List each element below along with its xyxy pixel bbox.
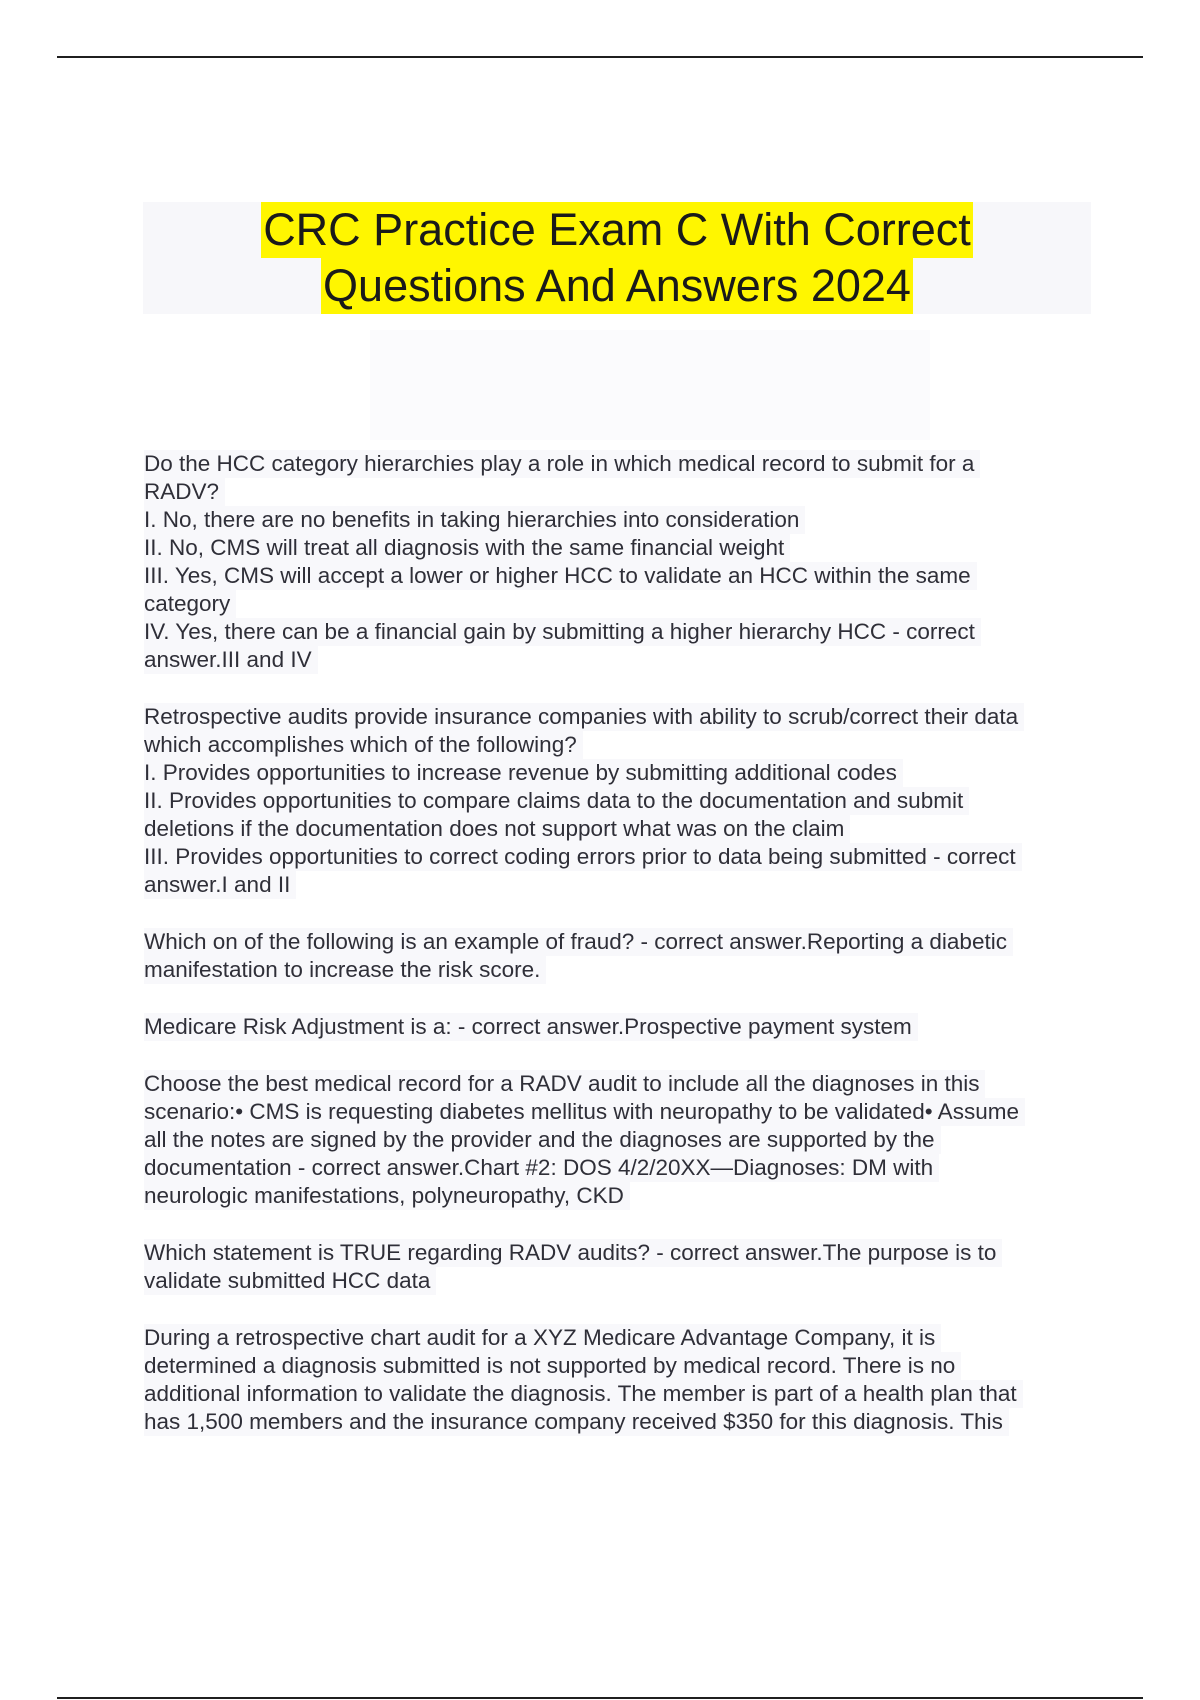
qa-line: I. No, there are no benefits in taking hierarchies into consideration bbox=[144, 506, 805, 534]
top-rule bbox=[57, 56, 1143, 58]
qa-line: deletions if the documentation does not support what was on the claim bbox=[144, 815, 850, 843]
qa-item bbox=[144, 703, 1084, 899]
qa-item bbox=[144, 1070, 1084, 1210]
title-line-1: CRC Practice Exam C With Correct bbox=[261, 202, 973, 258]
qa-line: IV. Yes, there can be a financial gain by submitting a higher hierarchy HCC - correct bbox=[144, 618, 981, 646]
qa-line: answer.III and IV bbox=[144, 646, 318, 674]
qa-line: all the notes are signed by the provider and the diagnoses are supported by the bbox=[144, 1126, 941, 1154]
qa-line: III. Provides opportunities to correct coding errors prior to data being submitted - correct bbox=[144, 843, 1022, 871]
qa-item bbox=[144, 450, 1084, 674]
qa-item bbox=[144, 1324, 1084, 1436]
qa-line: II. No, CMS will treat all diagnosis with the same financial weight bbox=[144, 534, 790, 562]
qa-line: answer.I and II bbox=[144, 871, 296, 899]
qa-line: which accomplishes which of the following? bbox=[144, 731, 583, 759]
qa-line: Which statement is TRUE regarding RADV audits? - correct answer.The purpose is to bbox=[144, 1239, 1002, 1267]
qa-line: I. Provides opportunities to increase revenue by submitting additional codes bbox=[144, 759, 903, 787]
qa-line: During a retrospective chart audit for a XYZ Medicare Advantage Company, it is bbox=[144, 1324, 941, 1352]
qa-line: category bbox=[144, 590, 236, 618]
qa-line: Do the HCC category hierarchies play a role in which medical record to submit for a bbox=[144, 450, 980, 478]
title-box bbox=[143, 202, 1091, 314]
qa-line: validate submitted HCC data bbox=[144, 1267, 436, 1295]
qa-line: manifestation to increase the risk score. bbox=[144, 956, 546, 984]
qa-item bbox=[144, 1013, 1084, 1041]
qa-line: Which on of the following is an example of fraud? - correct answer.Reporting a diabetic bbox=[144, 928, 1013, 956]
qa-line: documentation - correct answer.Chart #2: DOS 4/2/20XX—Diagnoses: DM with bbox=[144, 1154, 939, 1182]
qa-line: III. Yes, CMS will accept a lower or higher HCC to validate an HCC within the same bbox=[144, 562, 977, 590]
qa-item bbox=[144, 1239, 1084, 1295]
qa-line: Medicare Risk Adjustment is a: - correct answer.Prospective payment system bbox=[144, 1013, 918, 1041]
qa-content bbox=[144, 450, 1084, 1465]
title-line-2: Questions And Answers 2024 bbox=[321, 258, 913, 314]
qa-line: scenario:• CMS is requesting diabetes mellitus with neuropathy to be validated• Assume bbox=[144, 1098, 1025, 1126]
qa-line: Choose the best medical record for a RADV audit to include all the diagnoses in this bbox=[144, 1070, 985, 1098]
qa-line: additional information to validate the diagnosis. The member is part of a health plan that bbox=[144, 1380, 1023, 1408]
qa-line: Retrospective audits provide insurance companies with ability to scrub/correct their data bbox=[144, 703, 1024, 731]
qa-line: RADV? bbox=[144, 478, 225, 506]
qa-line: has 1,500 members and the insurance company received $350 for this diagnosis. This bbox=[144, 1408, 1009, 1436]
faint-background-box bbox=[370, 330, 930, 440]
qa-line: II. Provides opportunities to compare claims data to the documentation and submit bbox=[144, 787, 969, 815]
qa-item bbox=[144, 928, 1084, 984]
qa-line: determined a diagnosis submitted is not supported by medical record. There is no bbox=[144, 1352, 961, 1380]
qa-line: neurologic manifestations, polyneuropathy, CKD bbox=[144, 1182, 630, 1210]
bottom-rule bbox=[57, 1697, 1143, 1699]
